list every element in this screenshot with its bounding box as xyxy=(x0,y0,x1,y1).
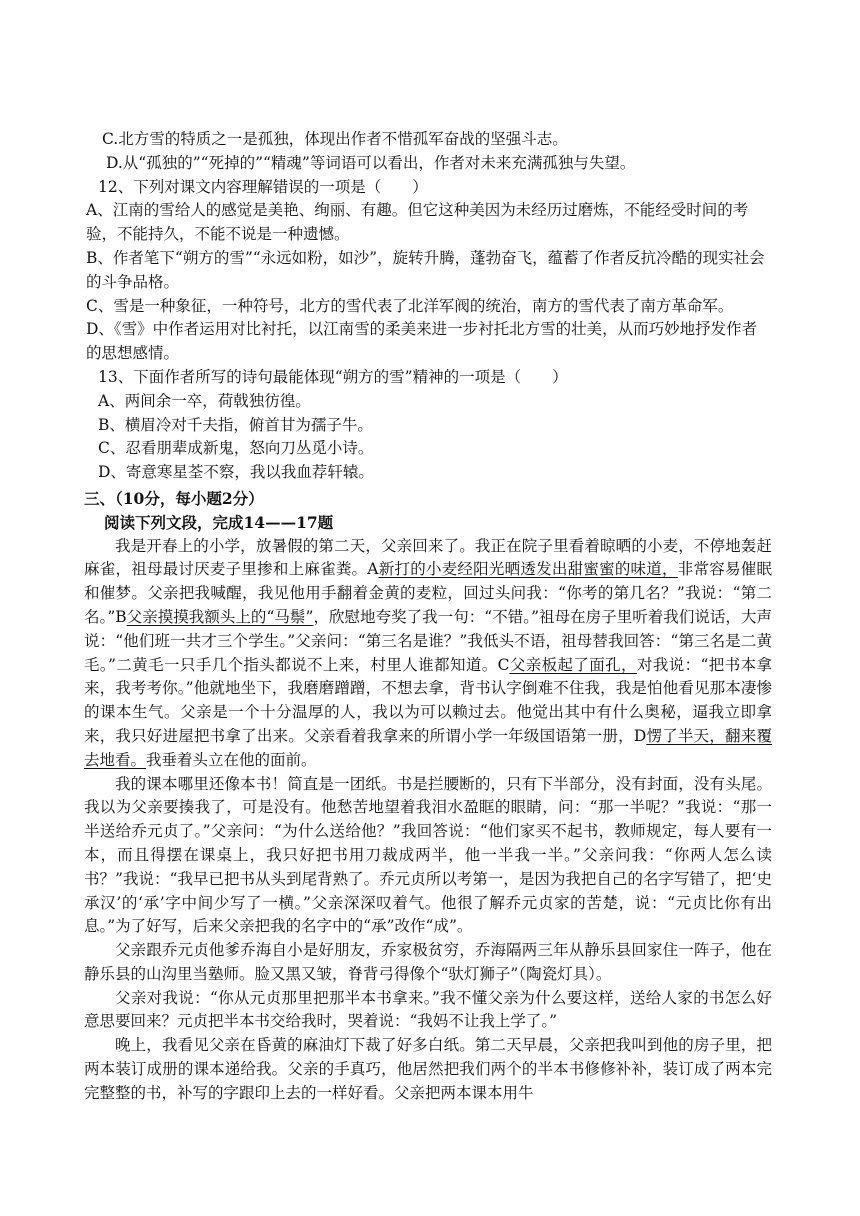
passage-paragraph-5: 晚上，我看见父亲在昏黄的麻油灯下裁了好多白纸。第二天早晨，父亲把我叫到他的房子里，把两本装订成册的课本递给我。父亲的手真巧，他居然把我们两个的半本书修修补补，装订成了两本完完整整的书，补写的字跟印上去的一样好看。父亲把两本课本用牛 xyxy=(84,1036,772,1102)
document-page xyxy=(84,128,772,1106)
q13-option-a: A、两间余一卒，荷戟独彷徨。 xyxy=(98,391,311,410)
q13-option-c: C、忍看朋辈成新鬼，怒向刀丛觅小诗。 xyxy=(98,439,374,458)
q11-option-d: D.从“孤独的”“死掉的”“精魂”等词语可以看出，作者对未来充满孤独与失望。 xyxy=(106,153,636,172)
section-heading: 三、（10分，每小题2分） xyxy=(84,488,264,508)
passage-paragraph-2: 我的课本哪里还像本书！简直是一团纸。书是拦腰断的，只有下半部分，没有封面，没有头尾。我以为父亲要揍我了，可是没有。他愁苦地望着我泪水盈眶的眼睛，问：“那一半呢？”我说：“那一半送给乔元贞了。”父亲问：“为什么送给他？”我回答说：“他们家买不起书，教师规定，每人要有一本，而且得摆在课桌上，我只好把书用刀裁成两半，他一半我一半。”父亲问我：“你两人怎么读书？”我说：“我早已把书从头到尾背熟了。乔元贞所以考第一，是因为我把自己的名字写错了，把‘史承汉’的‘承’字中间少写了一横。”父亲深深叹着气。他很了解乔元贞家的苦楚，说：“元贞比你有出息。”为了好写，后来父亲把我的名字中的“承”改作“成”。 xyxy=(84,774,772,936)
q13-stem: 13、下面作者所写的诗句最能体现“朔方的雪”精神的一项是（ ） xyxy=(98,367,568,386)
p1-text-4: 对我说：“把书本拿来，我考考你。”他就地坐下，我磨磨蹭蹭，不想去拿，背书认字倒难不住我，我是怕他看见那本凄惨的课本生气。父亲是一个十分温厚的人，我以为可以赖过去。他觉出其中有什么奥秘，逼我立即拿来，我只好进屋把书拿了出来。父亲看着我拿来的所谓小学一年级国语第一册，D xyxy=(84,655,772,745)
q12-stem: 12、下列对课文内容理解错误的一项是（ ） xyxy=(98,177,428,196)
q13-option-b: B、横眉冷对千夫指，俯首甘为孺子牛。 xyxy=(98,415,373,434)
p1-text-5: 我垂着头立在他的面前。 xyxy=(146,750,317,769)
p1-text-2: 非常容易催眠和催梦。父亲把我喊醒，我见他用手翻着金黄的麦粒，回过头问我：“你考的第几名？”我说：“第二名。”B xyxy=(84,560,772,626)
passage-paragraph-3: 父亲跟乔元贞他爹乔海自小是好朋友，乔家极贫穷，乔海隔两三年从静乐县回家住一阵子，他在静乐县的山沟里当塾师。脸又黑又皱，脊背弓得像个“驮灯狮子”（陶瓷灯具）。 xyxy=(84,941,772,983)
q12-option-b: B、作者笔下“朔方的雪”“永远如粉，如沙”，旋转升腾，蓬勃奋飞，蕴蓄了作者反抗冷酷的现实社会的斗争品格。 xyxy=(86,248,765,291)
q12-option-a: A、江南的雪给人的感觉是美艳、绚丽、有趣。但它这种美因为未经历过磨炼，不能经受时间的考验，不能持久，不能不说是一种遗憾。 xyxy=(86,201,749,244)
q12-option-c: C、雪是一种象征，一种符号，北方的雪代表了北洋军阀的统治，南方的雪代表了南方革命军。 xyxy=(86,296,734,315)
underline-a: 新打的小麦经阳光晒透发出甜蜜蜜的味道， xyxy=(378,560,678,579)
underline-c: 父亲板起了面孔， xyxy=(509,655,637,674)
q11-option-c: C.北方雪的特质之一是孤独，体现出作者不惜孤军奋战的坚强斗志。 xyxy=(102,130,568,148)
passage-paragraph-4: 父亲对我说：“你从元贞那里把那半本书拿来。”我不懂父亲为什么要这样，送给人家的书怎么好意思要回来？元贞把半本书交给我时，哭着说：“我妈不让我上学了。” xyxy=(84,988,772,1031)
p1-text-3: ，欣慰地夸奖了我一句：“不错。”祖母在房子里听着我们说话，大声说：“他们班一共才三个学生。”父亲问：“第三名是谁？”我低头不语，祖母替我回答：“第三名是二黄毛。”二黄毛一只手几个指头都说不上来，村里人谁都知道。C xyxy=(84,607,772,674)
q12-option-d: D、《雪》中作者运用对比衬托，以江南雪的柔美来进一步衬托北方雪的壮美，从而巧妙地抒发作者的思想感情。 xyxy=(86,320,758,363)
underline-d: 愣了半天，翻来覆去地看。 xyxy=(84,726,772,769)
p1-text-1: 我是开春上的小学，放暑假的第二天，父亲回来了。我正在院子里看着晾晒的小麦，不停地轰赶麻雀，祖母最讨厌麦子里掺和上麻雀粪。A xyxy=(84,536,772,579)
q13-option-d: D、寄意寒星荃不察，我以我血荐轩辕。 xyxy=(98,463,374,482)
underline-b: 父亲摸摸我额头上的“马鬃” xyxy=(126,607,314,626)
section-instruction: 阅读下列文段，完成14——17题 xyxy=(104,512,334,532)
passage-paragraph-1 xyxy=(84,535,772,773)
